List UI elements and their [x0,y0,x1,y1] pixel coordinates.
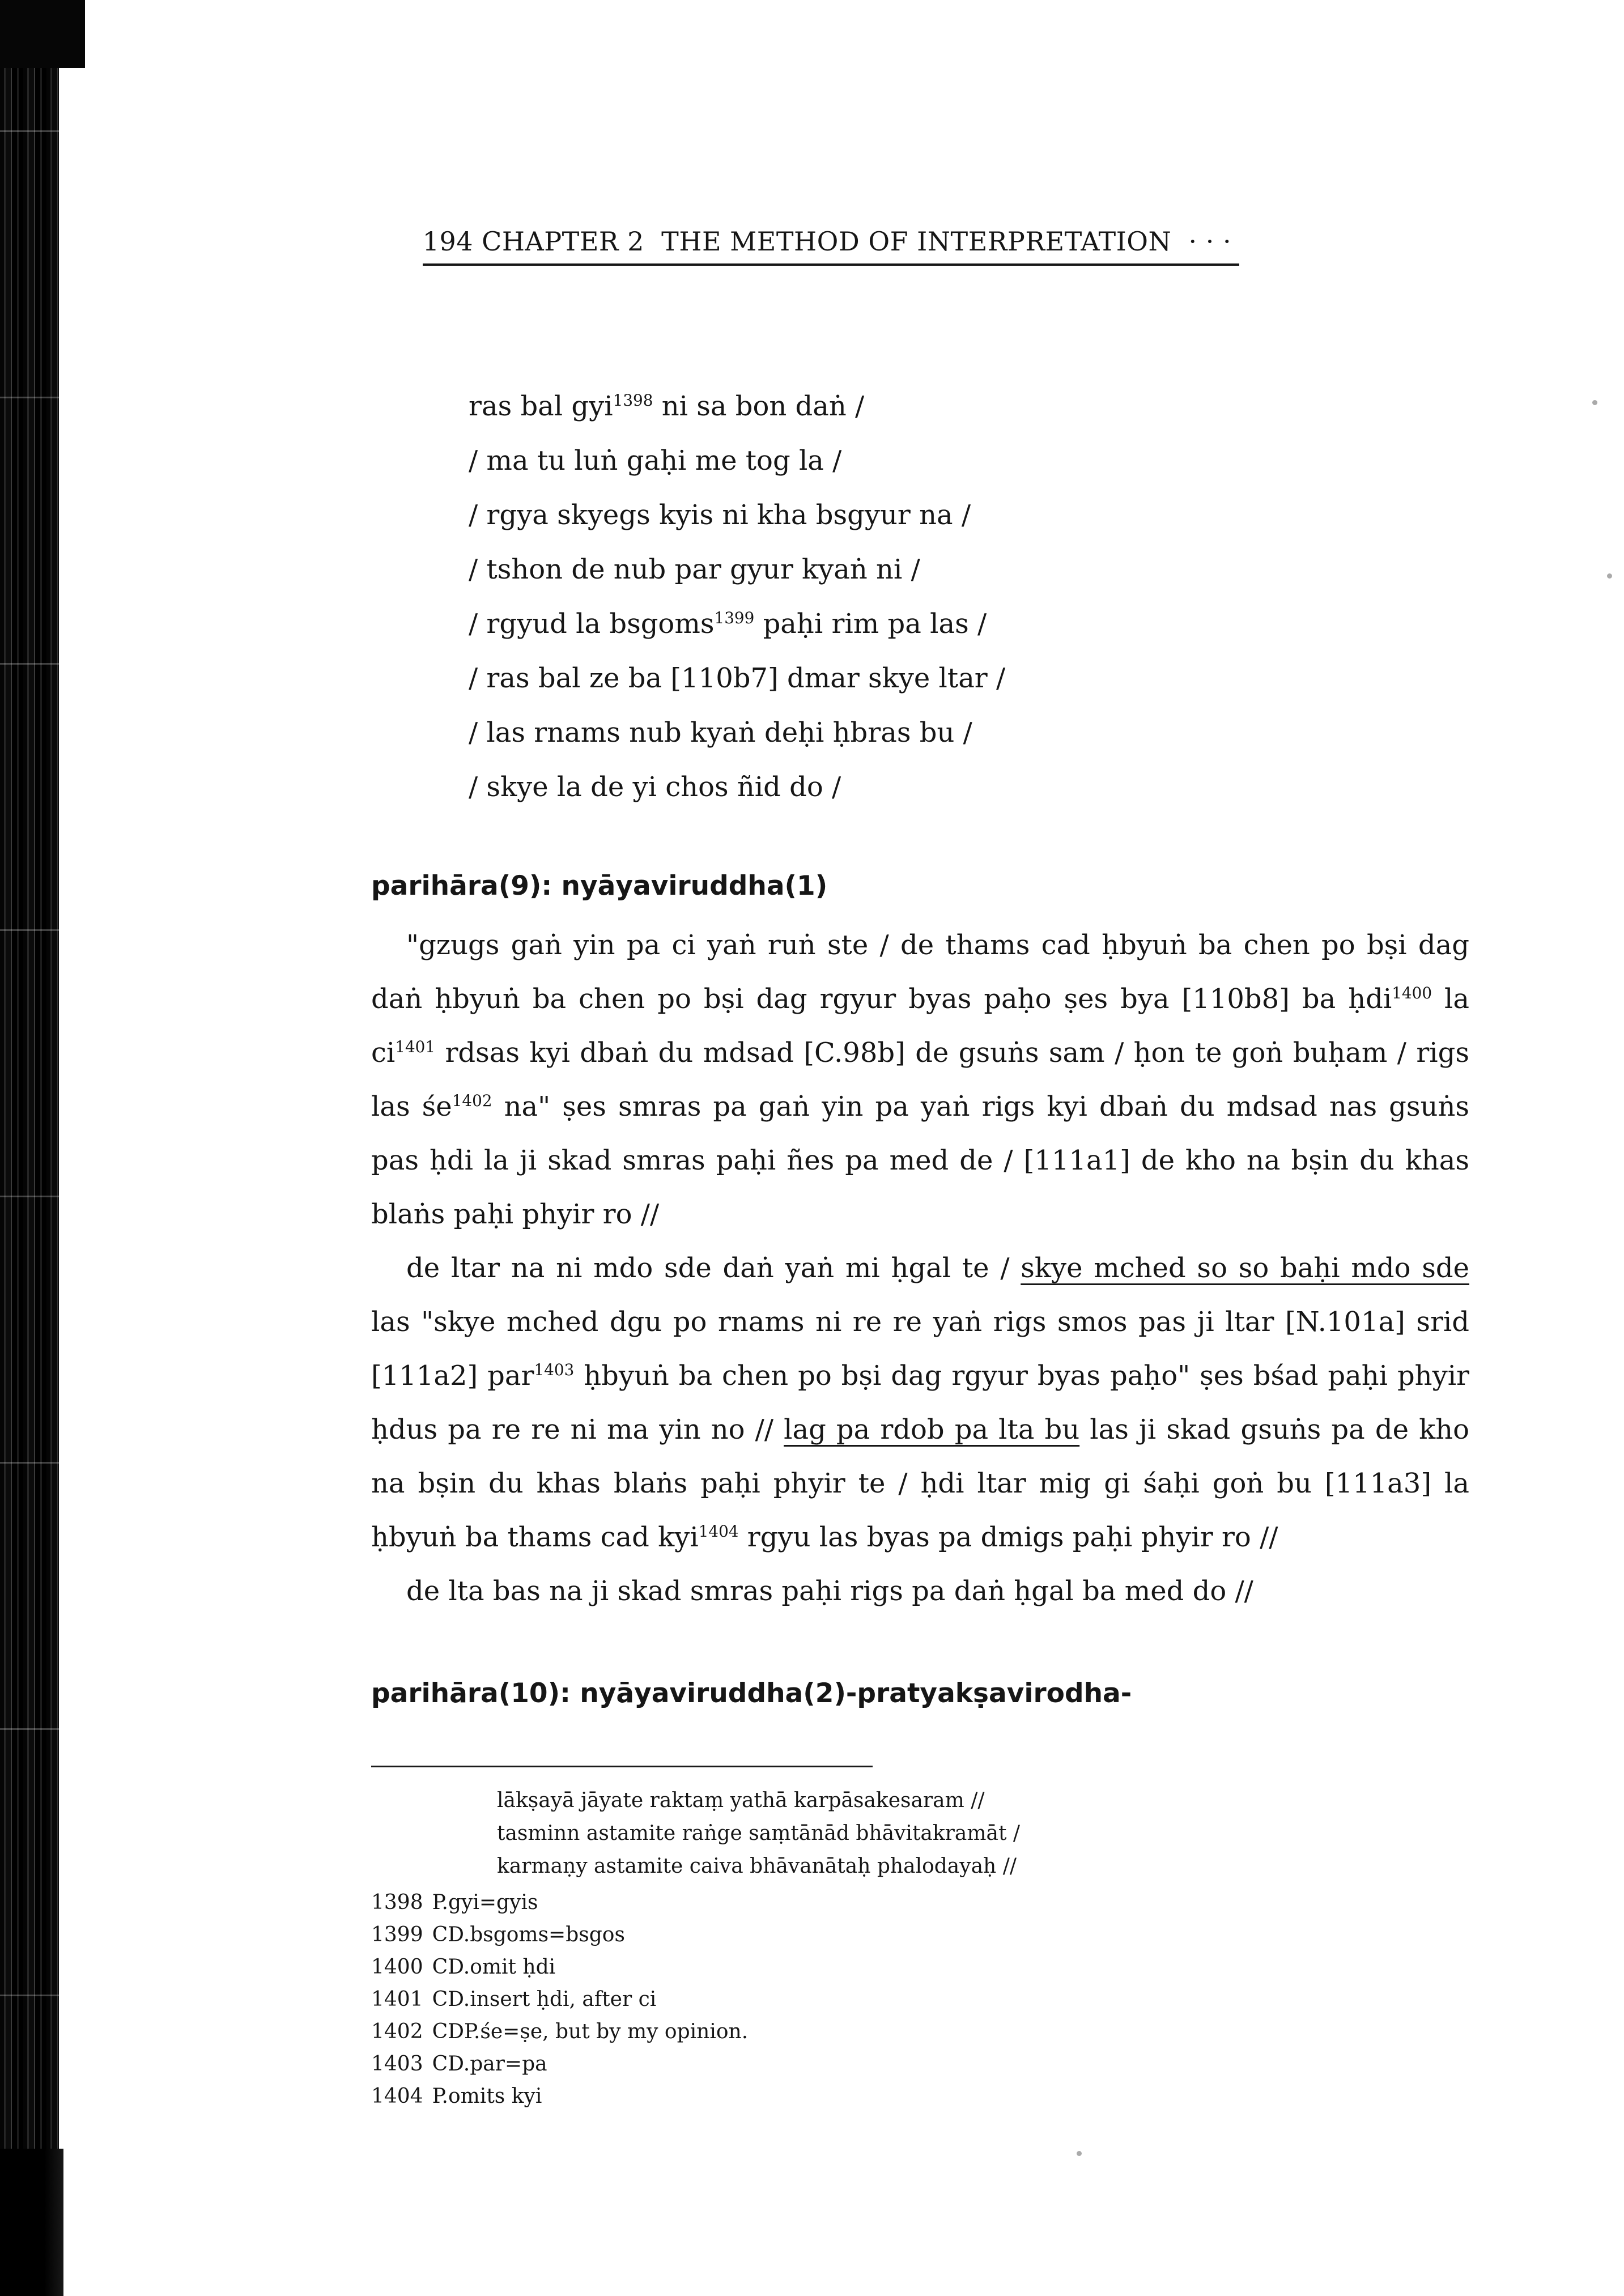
footnote-item [371,2048,1469,2080]
text-run: las "skye mched dgu po rnams ni re re yaṅ rigs smos pas ji ltar [N.101a] srid [111a2] par [371,1306,1469,1392]
text-run: ras bal gyi [469,390,613,422]
footnote-list [371,1886,1469,2112]
footnote-item [371,1951,1469,1983]
text-run: de ltar na ni mdo sde daṅ yaṅ mi ḥgal te / [406,1252,1021,1284]
verse-line [469,705,1469,760]
footnote-text: CD.par=pa [432,2052,547,2076]
footnote-number: 1402 [371,2020,423,2043]
footnote-number: 1401 [371,1988,423,2011]
footnote-text: CD.bsgoms=bsgos [432,1923,625,1946]
underlined-phrase: lag pa rdob pa lta bu [784,1414,1080,1445]
footnote-number: 1399 [371,1923,423,1946]
running-header [371,195,1469,287]
text-run: la ci [371,983,1469,1069]
verse-line [469,597,1469,651]
footnote-text: CDP.śe=ṣe, but by my opinion. [432,2020,749,2043]
text-run: paḥi rim pa las / [754,608,987,640]
footnote-item [371,1983,1469,2016]
footnote-ref: 1401 [395,1038,436,1056]
footnote-verse-block [497,1784,1469,1883]
footnote-ref: 1399 [714,609,755,627]
footnote-text: P.omits kyi [432,2085,542,2108]
footnote-number: 1400 [371,1955,423,1979]
text-run: / ras bal ze ba [110b7] dmar skye ltar / [469,662,1006,694]
footnote-rule [371,1766,873,1767]
body-paragraph [371,1241,1469,1564]
running-header-text: 194 CHAPTER 2 THE METHOD OF INTERPRETATION · · · [423,226,1239,266]
footnote-ref: 1404 [698,1522,739,1541]
footnote-verse-line: lākṣayā jāyate raktaṃ yathā karpāsakesaram // [497,1789,985,1812]
footnote-verse-line: tasminn astamite raṅge saṃtānād bhāvitakramāt / [497,1822,1020,1845]
footnote-ref: 1400 [1392,984,1432,1002]
footnote-text: CD.omit ḥdi [432,1955,556,1979]
footnote-number: 1403 [371,2052,423,2076]
body-paragraph [371,1564,1469,1618]
verse-line [469,760,1469,814]
text-run: rdsas kyi dbaṅ du mdsad [C.98b] de gsuṅs sam / ḥon te goṅ buḥam / rigs las śe [371,1037,1469,1123]
text-run: / rgyud la bsgoms [469,608,715,640]
verse-line [469,488,1469,542]
body-paragraph [371,919,1469,1241]
page-content [371,195,1469,2112]
text-run: na" ṣes smras pa gaṅ yin pa yaṅ rigs kyi dbaṅ du mdsad nas gsuṅs pas ḥdi la ji skad smras paḥi ñes pa med de / [111a1] de kho na bṣin du khas blaṅs paḥi phyir ro // [371,1091,1469,1230]
scan-speck [1592,400,1597,405]
section-heading-parihara-9: parihāra(9): nyāyaviruddha(1) [371,870,828,902]
section-heading-parihara-10: parihāra(10): nyāyaviruddha(2)-pratyakṣavirodha- [371,1678,1132,1709]
verse-line [469,542,1469,597]
footnote-number: 1404 [371,2085,423,2108]
verse-line [469,433,1469,488]
text-run: de lta bas na ji skad smras paḥi rigs pa daṅ ḥgal ba med do // [406,1575,1253,1607]
footnote-number: 1398 [371,1891,423,1914]
text-run: / ma tu luṅ gaḥi me tog la / [469,445,842,477]
footnote-ref: 1398 [613,391,653,410]
footnote-ref: 1403 [534,1360,575,1379]
footnote-verse-line: karmaṇy astamite caiva bhāvanātaḥ phalodayaḥ // [497,1855,1017,1878]
scan-speck [1077,2151,1082,2156]
footnote-item [371,2016,1469,2048]
text-run: / rgya skyegs kyis ni kha bsgyur na / [469,499,971,531]
scan-binding-edge [0,0,59,2296]
footnote-text: P.gyi=gyis [432,1891,538,1914]
text-run: / las rnams nub kyaṅ deḥi ḥbras bu / [469,717,972,749]
text-run: / skye la de yi chos ñid do / [469,771,841,803]
text-run: ḥbyuṅ ba chen po bṣi dag rgyur byas paḥo" ṣes bśad paḥi phyir ḥdus pa re re ni ma yin no // [371,1360,1469,1445]
footnote-text: CD.insert ḥdi, after ci [432,1988,657,2011]
text-run: / tshon de nub par gyur kyaṅ ni / [469,554,920,585]
verse-line [469,651,1469,705]
footnote-item [371,1919,1469,1951]
text-run: ni sa bon daṅ / [653,390,865,422]
text-run: rgyu las byas pa dmigs paḥi phyir ro // [738,1521,1278,1553]
scan-speck [1607,573,1612,579]
footnote-item [371,2080,1469,2112]
text-run: las ji skad gsuṅs pa de kho na bṣin du khas blaṅs paḥi phyir te / ḥdi ltar mig gi śaḥi goṅ bu [111a3] la ḥbyuṅ ba thams cad kyi [371,1414,1469,1553]
underlined-phrase: skye mched so so baḥi mdo sde [1021,1252,1469,1284]
verse-line [469,379,1469,433]
verse-block [469,379,1469,814]
text-run: "gzugs gaṅ yin pa ci yaṅ ruṅ ste / de thams cad ḥbyuṅ ba chen po bṣi dag daṅ ḥbyuṅ ba chen po bṣi dag rgyur byas paḥo ṣes bya [110b8] ba ḥdi [371,929,1469,1015]
footnote-item [371,1886,1469,1919]
footnote-ref: 1402 [452,1091,492,1110]
